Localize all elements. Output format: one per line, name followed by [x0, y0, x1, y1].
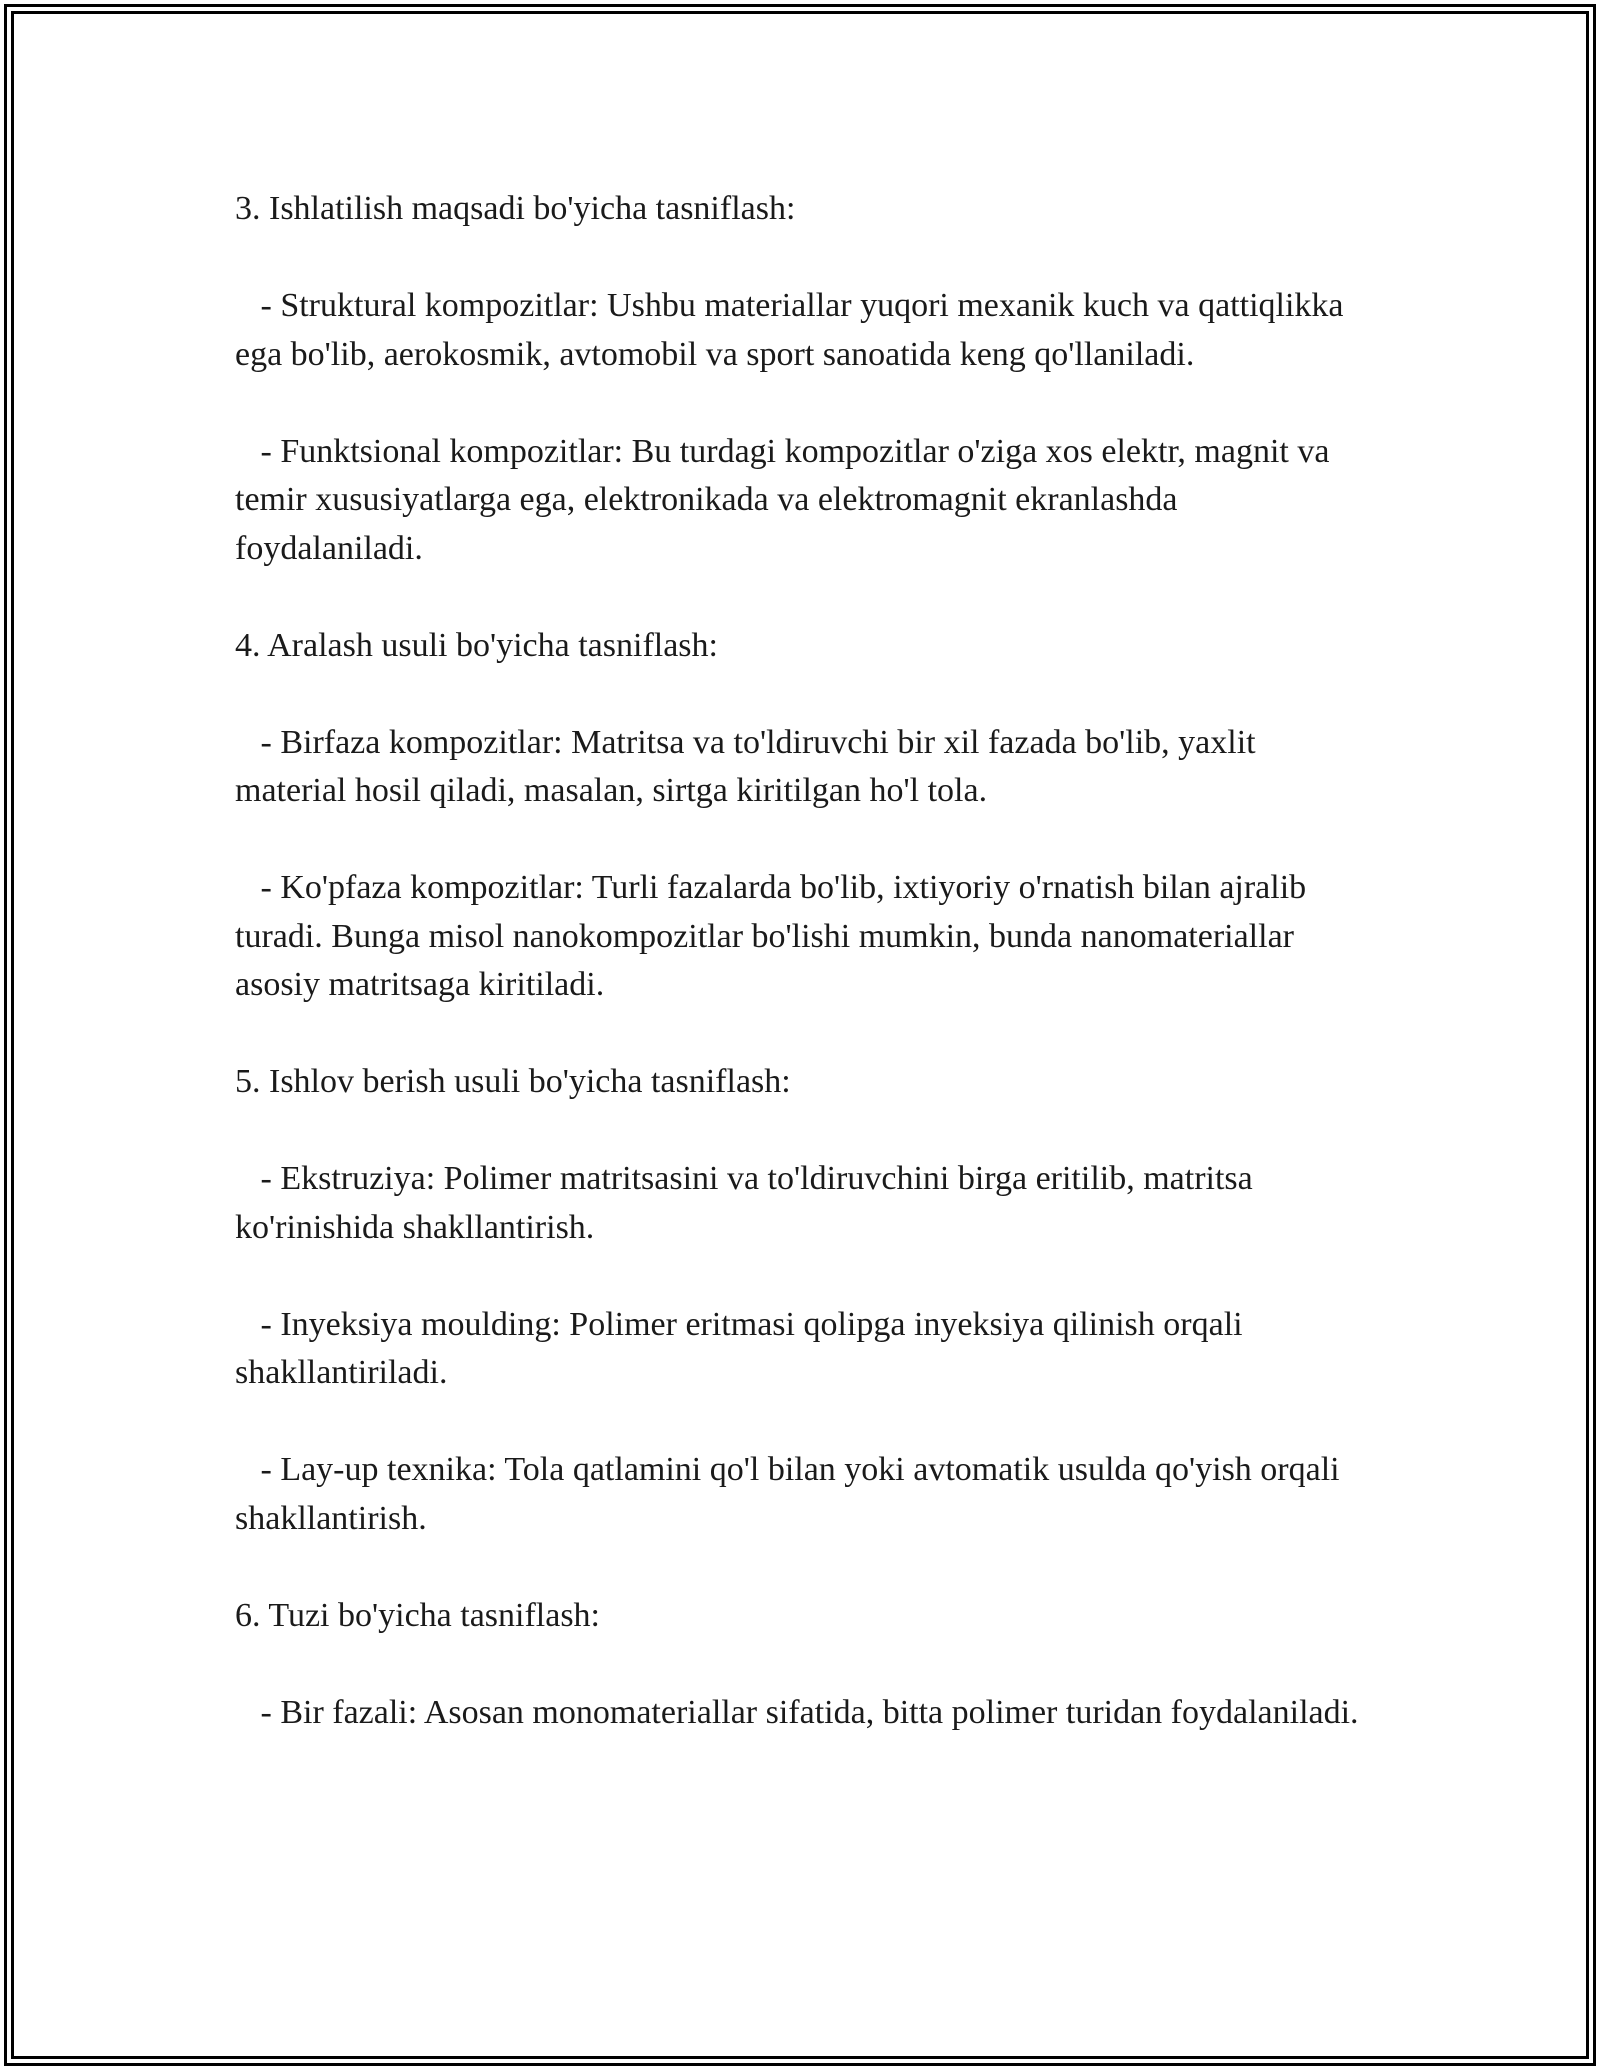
list-item-lay-up: - Lay-up texnika: Tola qatlamini qo'l bilan yoki avtomatik usulda qo'yish orqali shakllantirish.	[235, 1451, 1340, 1537]
section-heading-3: 3. Ishlatilish maqsadi bo'yicha tasniflash:	[235, 190, 796, 227]
section-heading-5: 5. Ishlov berish usuli bo'yicha tasniflash:	[235, 1063, 791, 1100]
document-body	[235, 185, 1365, 1786]
list-item-bir-fazali: - Bir fazali: Asosan monomateriallar sifatida, bitta polimer turidan foydalaniladi.	[260, 1693, 1359, 1731]
list-item-struktural: - Struktural kompozitlar: Ushbu materiallar yuqori mexanik kuch va qattiqlikka ega bo'lib, aerokosmik, avtomobil va sport sanoatida keng qo'llaniladi.	[235, 287, 1344, 373]
section-heading-4: 4. Aralash usuli bo'yicha tasniflash:	[235, 626, 718, 664]
list-item-kopfaza: - Ko'pfaza kompozitlar: Turli fazalarda bo'lib, ixtiyoriy o'rnatish bilan ajralib turadi. Bunga misol nanokompozitlar bo'lishi mumkin, bunda nanomateriallar asosiy matritsaga kiritiladi.	[235, 869, 1307, 1003]
list-item-ekstruziya: - Ekstruziya: Polimer matritsasini va to'ldiruvchini birga eritilib, matritsa ko'rinishida shakllantirish.	[235, 1160, 1253, 1246]
list-item-inyeksiya: - Inyeksiya moulding: Polimer eritmasi qolipga inyeksiya qilinish orqali shakllantiriladi.	[235, 1305, 1243, 1391]
list-item-funktsional: - Funktsional kompozitlar: Bu turdagi kompozitlar o'ziga xos elektr, magnit va temir xususiyatlarga ega, elektronikada va elektromagnit ekranlashda foydalaniladi.	[235, 432, 1330, 567]
list-item-birfaza: - Birfaza kompozitlar: Matritsa va to'ldiruvchi bir xil fazada bo'lib, yaxlit material hosil qiladi, masalan, sirtga kiritilgan ho'l tola.	[235, 723, 1256, 809]
section-heading-6: 6. Tuzi bo'yicha tasniflash:	[235, 1596, 601, 1634]
